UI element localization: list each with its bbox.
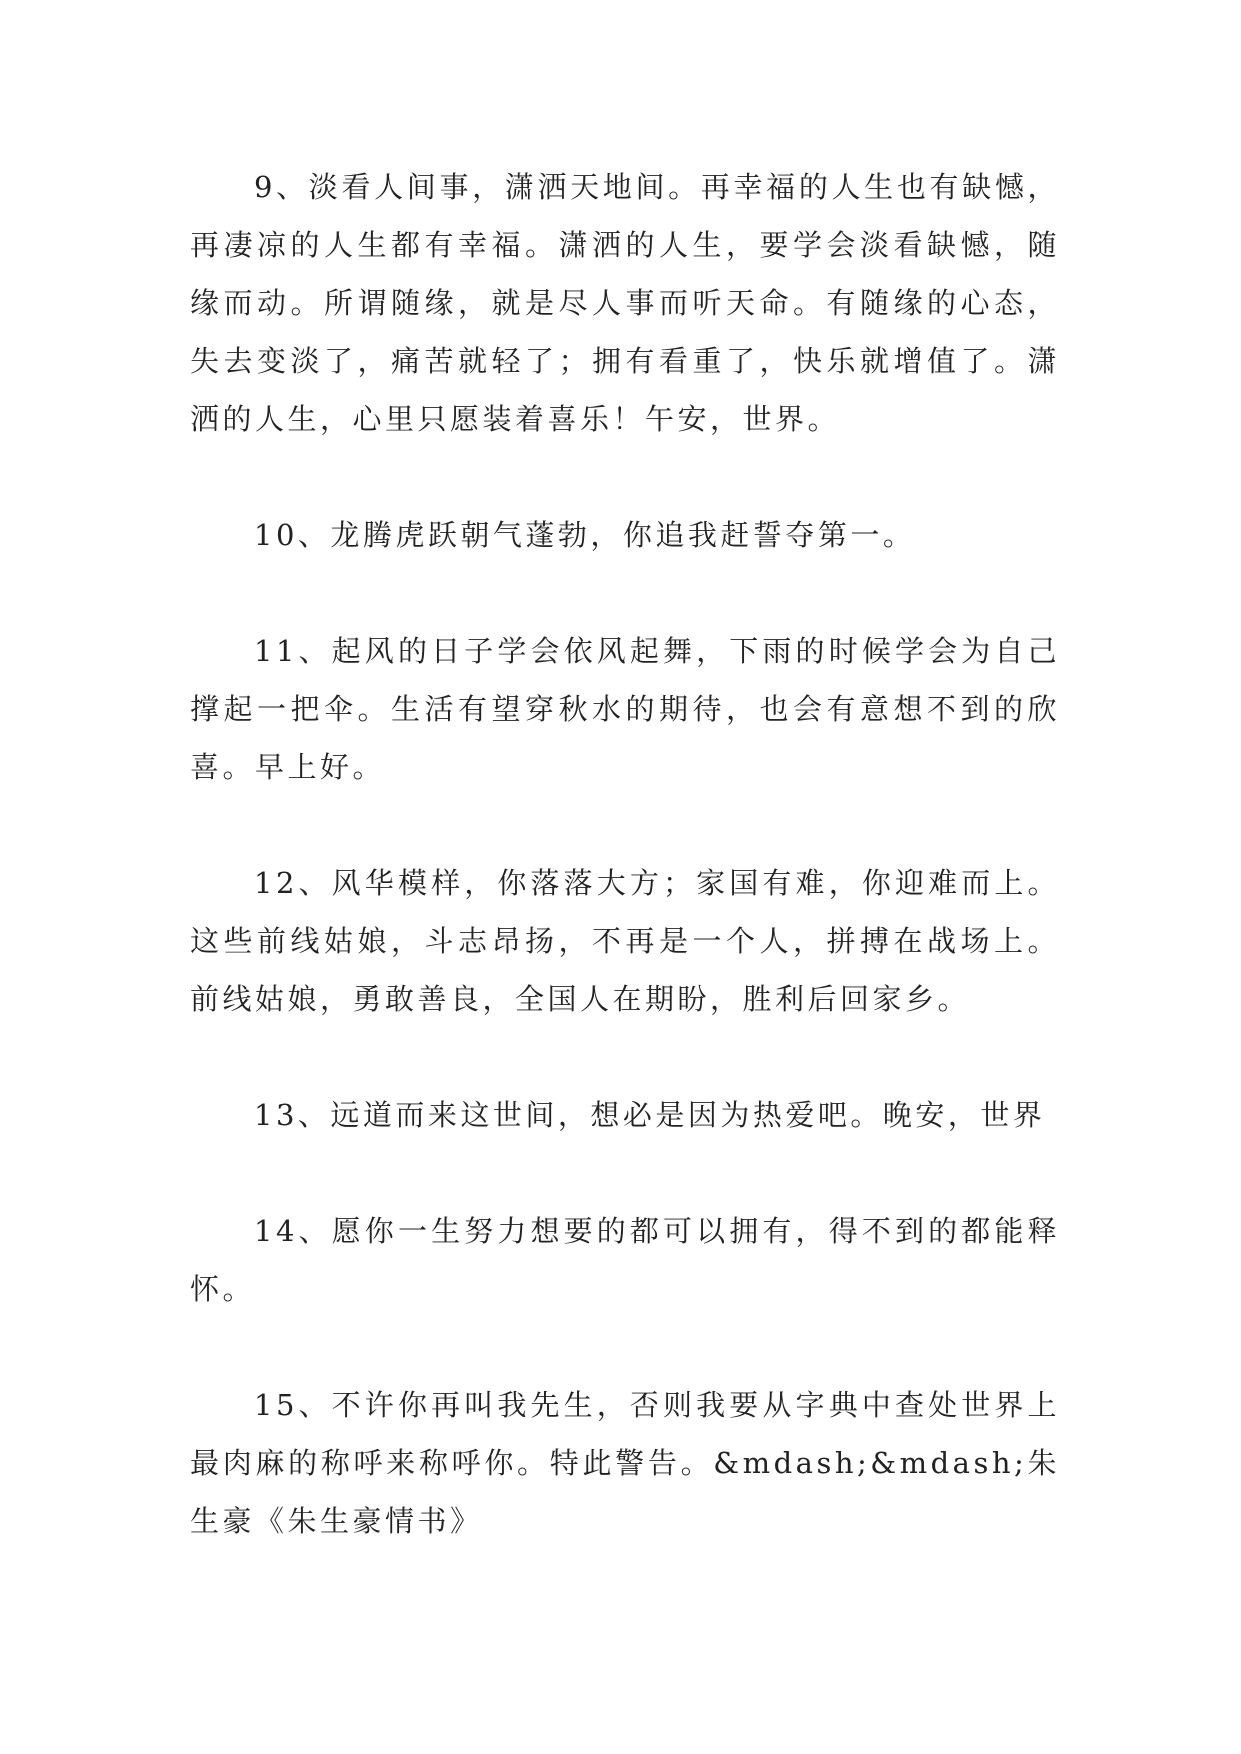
paragraph-15: 15、不许你再叫我先生，否则我要从字典中查处世界上最肉麻的称呼来称呼你。特此警告。&mdash;&mdash;朱生豪《朱生豪情书》 — [190, 1388, 1060, 1538]
paragraph-14: 14、愿你一生努力想要的都可以拥有，得不到的都能释怀。 — [190, 1214, 1060, 1306]
paragraph-11: 11、起风的日子学会依风起舞，下雨的时候学会为自己撑起一把伞。生活有望穿秋水的期待，也会有意想不到的欣喜。早上好。 — [190, 634, 1060, 784]
paragraph-10: 10、龙腾虎跃朝气蓬勃，你追我赶誓夺第一。 — [254, 518, 916, 552]
paragraph-12: 12、风华模样，你落落大方；家国有难，你迎难而上。这些前线姑娘，斗志昂扬，不再是一个人，拼搏在战场上。前线姑娘，勇敢善良，全国人在期盼，胜利后回家乡。 — [190, 866, 1060, 1016]
document-body — [190, 158, 1060, 1550]
paragraph-9: 9、淡看人间事，潇洒天地间。再幸福的人生也有缺憾，再凄凉的人生都有幸福。潇洒的人生，要学会淡看缺憾，随缘而动。所谓随缘，就是尽人事而听天命。有随缘的心态，失去变淡了，痛苦就轻了；拥有看重了，快乐就增值了。潇洒的人生，心里只愿装着喜乐！午安，世界。 — [190, 170, 1060, 436]
paragraph-13: 13、远道而来这世间，想必是因为热爱吧。晚安，世界 — [254, 1098, 1046, 1132]
